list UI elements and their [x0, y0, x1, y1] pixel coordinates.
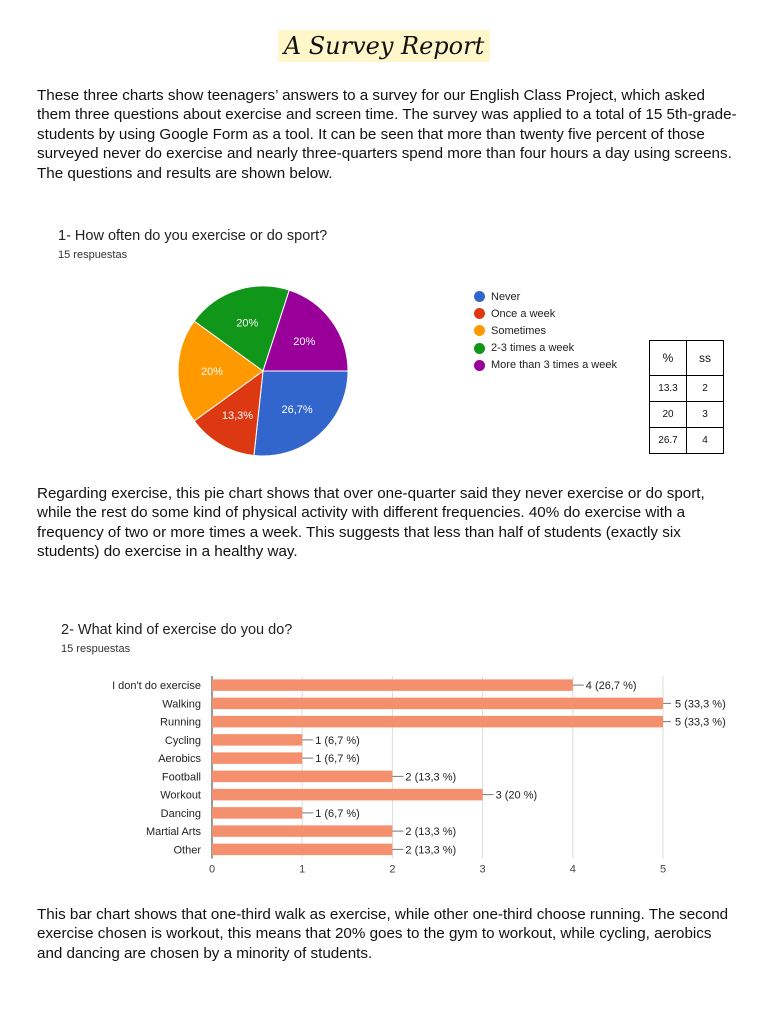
category-label: I don't do exercise — [112, 680, 201, 693]
category-label: Martial Arts — [145, 826, 201, 839]
table-cell: 13.3 — [650, 376, 687, 402]
pie-slice-label: 20% — [293, 336, 316, 349]
data-label: 3 (20 %) — [495, 789, 538, 802]
data-label: 4 (26,7 %) — [585, 680, 637, 693]
bar — [212, 789, 483, 801]
bar — [212, 771, 392, 783]
data-label: 2 (13,3 %) — [405, 826, 457, 839]
category-label: Other — [173, 844, 201, 857]
data-label: 1 (6,7 %) — [315, 734, 360, 747]
legend-label: More than 3 times a week — [491, 359, 617, 372]
pie-slice-label: 20% — [200, 366, 224, 378]
bar — [212, 807, 302, 819]
bar — [212, 716, 663, 728]
table-cell: 20 — [650, 402, 687, 428]
category-label: Walking — [162, 698, 201, 711]
bar-chart-title: 2- What kind of exercise do you do? — [61, 622, 293, 638]
pie-slice-label: 13,3% — [221, 410, 254, 423]
category-label: Aerobics — [158, 753, 201, 766]
bar — [212, 825, 392, 837]
data-label: 1 (6,7 %) — [315, 753, 360, 766]
x-tick-label: 5 — [659, 863, 667, 876]
table-header-percent: % — [650, 341, 687, 376]
bar — [212, 734, 302, 746]
category-label: Running — [160, 716, 201, 729]
table-cell: 3 — [687, 402, 724, 428]
x-tick-label: 4 — [569, 863, 576, 876]
data-label: 2 (13,3 %) — [405, 771, 457, 784]
pie-slice-label: 26,7% — [281, 403, 313, 416]
pie-chart-title: 1- How often do you exercise or do sport? — [58, 228, 328, 244]
document-title: A Survey Report — [278, 30, 490, 62]
pie-chart-subtitle: 15 respuestas — [58, 249, 128, 261]
legend-label: Once a week — [491, 307, 556, 320]
table-cell: 26.7 — [650, 428, 687, 454]
x-tick-label: 0 — [208, 863, 216, 876]
bar-chart-subtitle: 15 respuestas — [61, 643, 131, 655]
data-label: 2 (13,3 %) — [405, 844, 457, 857]
legend-label: 2-3 times a week — [491, 342, 575, 355]
intro-paragraph: These three charts show teenagers’ answers to a survey for our English Class Project, which asked them three questions about exercise and screen time. The survey was applied to a total of 15 5th-grade-students by using Google Form as a tool. It can be seen that more than twenty five percent of those surveyed never do exercise and nearly three-quarters spend more than four hours a day using screens. The questions and results are shown below. — [37, 87, 737, 182]
category-label: Workout — [160, 789, 201, 802]
bar — [212, 698, 663, 710]
bar — [212, 752, 302, 764]
legend-label: Never — [491, 290, 521, 303]
bar-chart-paragraph: This bar chart shows that one-third walk as exercise, while other one-third choose running. The second exercise chosen is workout, this means that 20% goes to the gym to workout, while cycling, aerobics and dancing are chosen by a minority of students. — [37, 906, 729, 962]
x-tick-label: 1 — [299, 863, 306, 876]
bar — [212, 844, 392, 856]
table-header-ss: ss — [687, 341, 724, 376]
table-cell: 2 — [687, 376, 724, 402]
category-label: Football — [161, 771, 201, 784]
category-label: Dancing — [160, 807, 201, 820]
exercise-paragraph: Regarding exercise, this pie chart shows that over one-quarter said they never exercise or do sport, while the rest do some kind of physical activity with different frequencies. 40% do exercise with a frequency of two or more times a week. This suggests that less than half of students (exactly six students) do exercise in a healthy way. — [37, 485, 705, 561]
category-label: Cycling — [164, 734, 201, 747]
legend-label: Sometimes — [491, 324, 547, 337]
data-label: 5 (33,3 %) — [675, 698, 726, 711]
bar — [212, 679, 573, 691]
x-tick-label: 2 — [389, 863, 396, 876]
table-cell: 4 — [687, 428, 724, 454]
data-label: 1 (6,7 %) — [315, 807, 360, 820]
data-label: 5 (33,3 %) — [675, 716, 726, 729]
x-tick-label: 3 — [479, 863, 486, 876]
pie-slice-label: 20% — [236, 317, 259, 330]
